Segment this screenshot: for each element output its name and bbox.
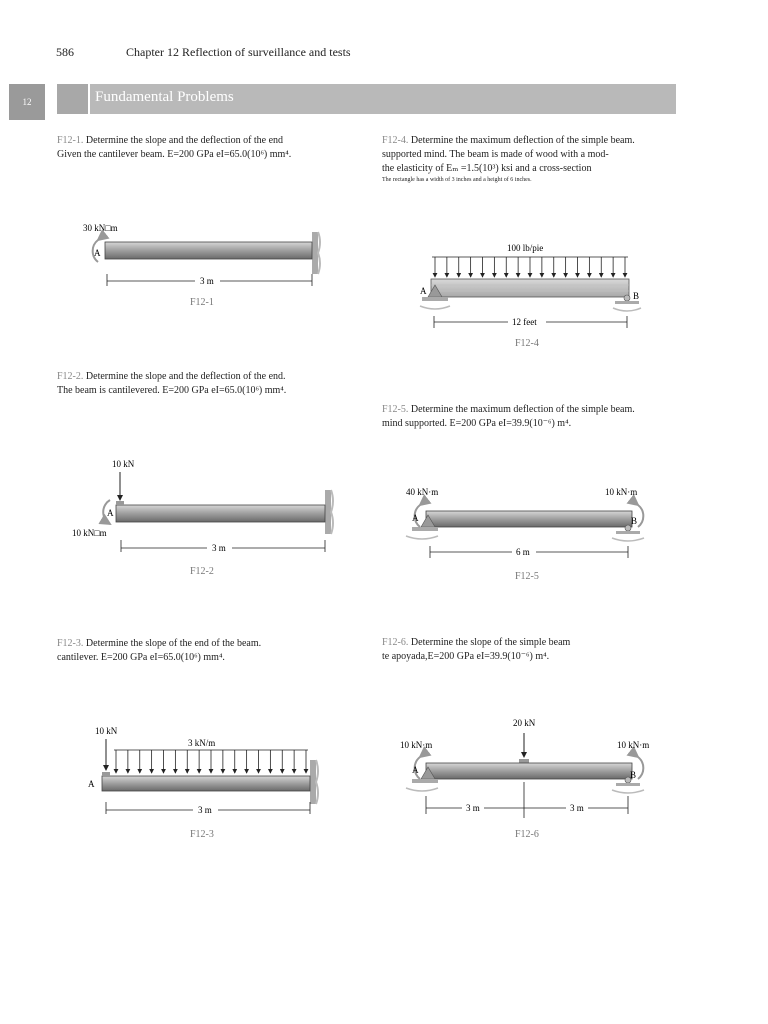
moment-label: 10 kN□m (72, 528, 107, 538)
problem-text-line1: Determine the maximum deflection of the simple beam. (410, 404, 635, 415)
problem-id: F12-6. (382, 637, 409, 648)
cantilever-beam (116, 505, 325, 522)
force-label: 10 kN (112, 459, 135, 469)
force-label: 20 kN (513, 718, 536, 728)
problem-id: F12-5. (382, 404, 409, 415)
figure-f12-5 (406, 487, 644, 582)
problem-text-line2: mind supported. E=200 GPa eI=39.9(10⁻⁶) m⁴. (382, 418, 572, 429)
cantilever-beam (102, 776, 310, 791)
problem-text-line1: Determine the maximum deflection of the simple beam. (410, 135, 635, 146)
point-b-label: B (631, 516, 638, 526)
chapter-side-tab: 12 (9, 84, 45, 120)
point-a-label: A (420, 286, 427, 296)
cantilever-beam (105, 242, 312, 259)
point-a-label: A (107, 508, 114, 518)
span-label: 3 m (200, 276, 214, 286)
moment-label: 30 kN□m (83, 223, 118, 233)
figure-f12-6 (400, 718, 649, 840)
load-label: 3 kN/m (188, 738, 216, 748)
ground-hatch (612, 790, 644, 793)
span-label: 6 m (516, 547, 530, 557)
figure-label: F12-2 (190, 566, 214, 577)
span-label: 3 m (212, 543, 226, 553)
point-a-label: A (412, 765, 419, 775)
point-a-label: A (88, 779, 95, 789)
problem-text-line2: Given the cantilever beam. E=200 GPa eI=65.0(10⁶) mm⁴. (57, 149, 292, 160)
load-plate (116, 501, 124, 505)
force-label: 10 kN (95, 726, 118, 736)
figure-label: F12-6 (515, 829, 539, 840)
moment-right-label: 10 kN·m (617, 740, 650, 750)
page-number: 586 (56, 45, 74, 59)
support-base (422, 297, 448, 301)
problem-text-line1: Determine the slope of the end of the beam. (85, 638, 262, 649)
problem-text-line2: supported mind. The beam is made of wood with a mod- (382, 149, 609, 160)
span-right-label: 3 m (570, 803, 584, 813)
moment-right-label: 10 kN·m (605, 487, 638, 497)
wall-hatch (331, 490, 333, 534)
moment-left-label: 40 kN·m (406, 487, 439, 497)
span-label: 12 feet (512, 317, 537, 327)
point-a-label: A (412, 513, 419, 523)
point-a-label: A (94, 248, 101, 258)
span-label: 3 m (198, 805, 212, 815)
distributed-load-arrows (116, 750, 306, 773)
problem-text-line4: The rectangle has a width of 3 inches and a height of 6 inches. (382, 177, 532, 183)
figure-label: F12-5 (515, 571, 539, 582)
point-b-label: B (633, 291, 640, 301)
problem-text-line1: Determine the slope of the simple beam (410, 637, 571, 648)
simple-beam (426, 511, 632, 527)
ground-hatch (406, 788, 438, 791)
support-base (412, 779, 438, 783)
support-base (616, 783, 640, 786)
problem-text-line1: Determine the slope and the deflection of the end. (85, 371, 286, 382)
ground-hatch (612, 538, 644, 541)
support-base (615, 301, 639, 304)
problem-id: F12-4. (382, 135, 409, 146)
wood-beam (431, 279, 629, 297)
moment-arrow-right (638, 505, 643, 527)
figure-label: F12-1 (190, 297, 214, 308)
ground-hatch (613, 308, 641, 311)
problem-text-line1: Determine the slope and the deflection of the end (85, 135, 284, 146)
moment-arrow-right (638, 757, 643, 779)
load-plate (102, 772, 110, 776)
figure-f12-2 (72, 459, 333, 577)
distributed-load-arrows (435, 257, 625, 277)
roller-support (624, 295, 630, 301)
figure-f12-1 (83, 223, 320, 308)
point-b-label: B (630, 770, 637, 780)
problem-id: F12-1. (57, 135, 84, 146)
ground-hatch (420, 306, 450, 309)
wall-hatch (318, 232, 320, 274)
figure-f12-4 (420, 243, 641, 349)
ground-hatch (406, 536, 438, 539)
section-title: Fundamental Problems (95, 89, 234, 105)
problem-id: F12-3. (57, 638, 84, 649)
span-left-label: 3 m (466, 803, 480, 813)
problem-text-line3: the elasticity of Eₘ =1.5(10³) ksi and a cross-section (382, 163, 592, 174)
problem-text-line2: The beam is cantilevered. E=200 GPa eI=65.0(10⁶) mm⁴. (57, 385, 287, 396)
simple-beam (426, 763, 632, 779)
moment-left-label: 10 kN·m (400, 740, 433, 750)
support-base (412, 527, 438, 531)
wall-hatch (316, 760, 318, 804)
figure-label: F12-3 (190, 829, 214, 840)
chapter-title: Chapter 12 Reflection of surveillance and tests (126, 45, 351, 59)
figure-label: F12-4 (515, 338, 539, 349)
problem-id: F12-2. (57, 371, 84, 382)
load-label: 100 lb/pie (507, 243, 544, 253)
figure-f12-3 (88, 726, 318, 840)
problem-text-line2: te apoyada,E=200 GPa eI=39.9(10⁻⁶) m⁴. (382, 651, 550, 662)
load-plate (519, 759, 529, 763)
support-base (616, 531, 640, 534)
problem-text-line2: cantilever. E=200 GPa eI=65.0(10⁶) mm⁴. (57, 652, 225, 663)
